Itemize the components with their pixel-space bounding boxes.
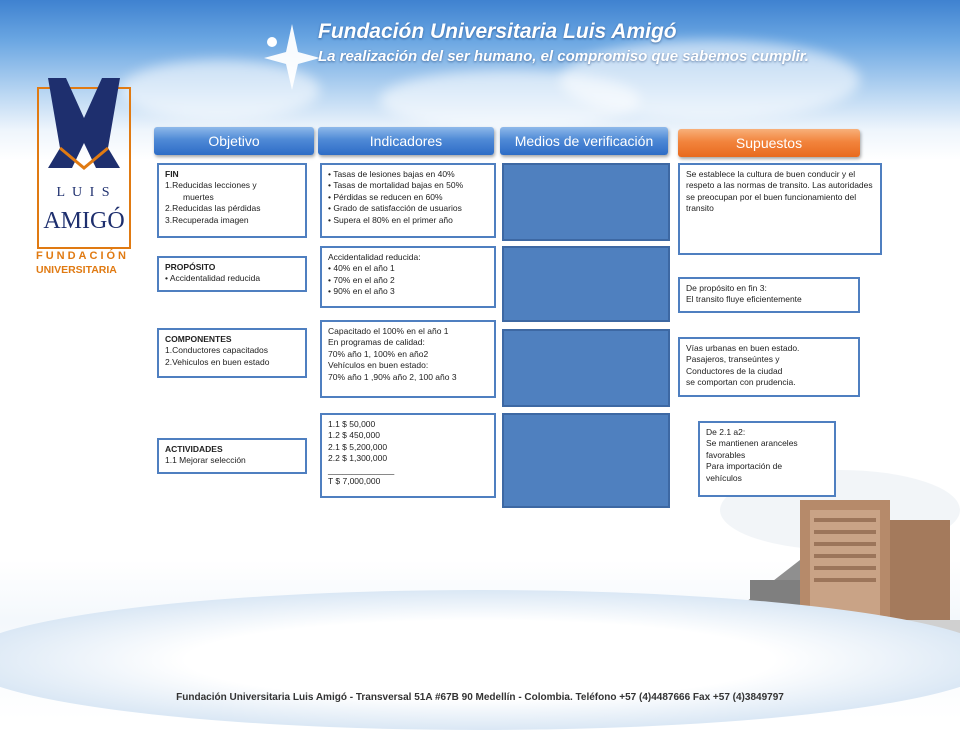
indicadores-proposito-item: • 90% en el año 3: [328, 286, 488, 297]
star-icon: [262, 22, 322, 92]
supuestos-actividades-line: Para importación de: [706, 461, 783, 472]
objetivo-componentes-box: [157, 328, 307, 378]
medios-proposito-box: [502, 246, 670, 322]
objetivo-actividades-box: [157, 438, 307, 474]
objetivo-proposito-item: • Accidentalidad reducida: [165, 273, 299, 284]
logo-fundacion: FUNDACIÓN: [36, 250, 129, 262]
indicadores-fin-item: • Tasas de mortalidad bajas en 50%: [328, 180, 488, 191]
indicadores-fin-box: [320, 163, 496, 238]
medios-fin-box: [502, 163, 670, 241]
indicadores-fin-item: • Grado de satisfacción de usuarios: [328, 203, 488, 214]
supuestos-componentes-line: se comportan con prudencia.: [686, 377, 796, 388]
column-header-indicadores: Indicadores: [318, 127, 494, 155]
supuestos-actividades-box: [698, 421, 836, 497]
indicadores-proposito-box: [320, 246, 496, 308]
indicadores-actividades-line: ______________: [328, 464, 395, 475]
objetivo-proposito-title: PROPÓSITO: [165, 262, 216, 272]
objetivo-fin-line: 2.Reducidas las pérdidas: [165, 203, 261, 214]
indicadores-proposito-title: Accidentalidad reducida:: [328, 252, 421, 262]
header-title: Fundación Universitaria Luis Amigó: [318, 20, 677, 43]
indicadores-actividades-line: 1.2 $ 450,000: [328, 430, 380, 441]
objetivo-actividades-line: 1.1 Mejorar selección: [165, 455, 246, 466]
supuestos-componentes-line: Pasajeros, transeúntes y: [686, 354, 780, 365]
objetivo-fin-line: 3.Recuperada imagen: [165, 214, 249, 225]
indicadores-componentes-line: Vehículos en buen estado:: [328, 360, 429, 371]
medios-actividades-box: [502, 413, 670, 508]
supuestos-componentes-line: Vías urbanas en buen estado.: [686, 343, 800, 353]
indicadores-actividades-line: T $ 7,000,000: [328, 476, 381, 487]
objetivo-actividades-title: ACTIVIDADES: [165, 444, 223, 454]
supuestos-proposito-line: El transito fluye eficientemente: [686, 294, 802, 305]
objetivo-proposito-box: [157, 256, 307, 292]
indicadores-actividades-box: [320, 413, 496, 498]
objetivo-fin-title: FIN: [165, 169, 179, 179]
supuestos-actividades-line: Se mantienen aranceles: [706, 438, 798, 449]
indicadores-actividades-line: 2.2 $ 1,300,000: [328, 453, 388, 464]
indicadores-actividades-line: 2.1 $ 5,200,000: [328, 441, 388, 452]
supuestos-actividades-line: De 2.1 a2:: [706, 427, 746, 437]
indicadores-componentes-line: En programas de calidad:: [328, 337, 425, 348]
supuestos-componentes-box: [678, 337, 860, 397]
objetivo-componentes-line: 1.Conductores capacitados: [165, 345, 269, 356]
header-subtitle: La realización del ser humano, el compromiso que sabemos cumplir.: [318, 48, 809, 65]
column-header-medios: Medios de verificación: [500, 127, 668, 155]
indicadores-componentes-line: 70% año 1 ,90% año 2, 100 año 3: [328, 371, 457, 382]
objetivo-componentes-title: COMPONENTES: [165, 334, 232, 344]
logo: [36, 78, 136, 278]
logo-amigo: AMIGÓ: [43, 208, 125, 234]
logo-universitaria: UNIVERSITARIA: [36, 264, 117, 276]
supuestos-proposito-line: De propósito en fin 3:: [686, 283, 767, 293]
indicadores-proposito-item: • 40% en el año 1: [328, 263, 488, 274]
supuestos-actividades-line: favorables: [706, 449, 746, 460]
footer-address: Fundación Universitaria Luis Amigó - Transversal 51A #67B 90 Medellín - Colombia. Teléfono +57 (4)4487666 Fax +57 (4)3849797: [176, 692, 784, 703]
indicadores-actividades-line: 1.1 $ 50,000: [328, 419, 376, 429]
indicadores-componentes-line: Capacitado el 100% en el año 1: [328, 326, 449, 336]
logo-luis: L U I S: [56, 185, 112, 200]
objetivo-fin-line: muertes: [183, 191, 214, 202]
supuestos-componentes-line: Conductores de la ciudad: [686, 365, 783, 376]
indicadores-fin-item: • Supera el 80% en el primer año: [328, 215, 488, 226]
footer-arc: [0, 590, 960, 730]
indicadores-proposito-item: • 70% en el año 2: [328, 275, 488, 286]
supuestos-fin-box: [678, 163, 882, 255]
indicadores-fin-item: • Pérdidas se reducen en 60%: [328, 192, 488, 203]
supuestos-proposito-box: [678, 277, 860, 313]
column-header-supuestos: Supuestos: [678, 129, 860, 157]
indicadores-componentes-box: [320, 320, 496, 398]
supuestos-fin-text: Se establece la cultura de buen conducir y el respeto a las normas de transito. Las autoridades se preocupan por el buen funcionamiento del transito: [686, 169, 873, 214]
indicadores-componentes-line: 70% año 1, 100% en año2: [328, 348, 429, 359]
objetivo-componentes-line: 2.Vehiculos en buen estado: [165, 356, 270, 367]
column-header-objetivo: Objetivo: [154, 127, 314, 155]
medios-componentes-box: [502, 329, 670, 407]
objetivo-fin-box: [157, 163, 307, 238]
objetivo-fin-line: 1.Reducidas lecciones y: [165, 180, 257, 191]
indicadores-fin-item: • Tasas de lesiones bajas en 40%: [328, 169, 488, 180]
supuestos-actividades-line: vehículos: [706, 472, 742, 483]
